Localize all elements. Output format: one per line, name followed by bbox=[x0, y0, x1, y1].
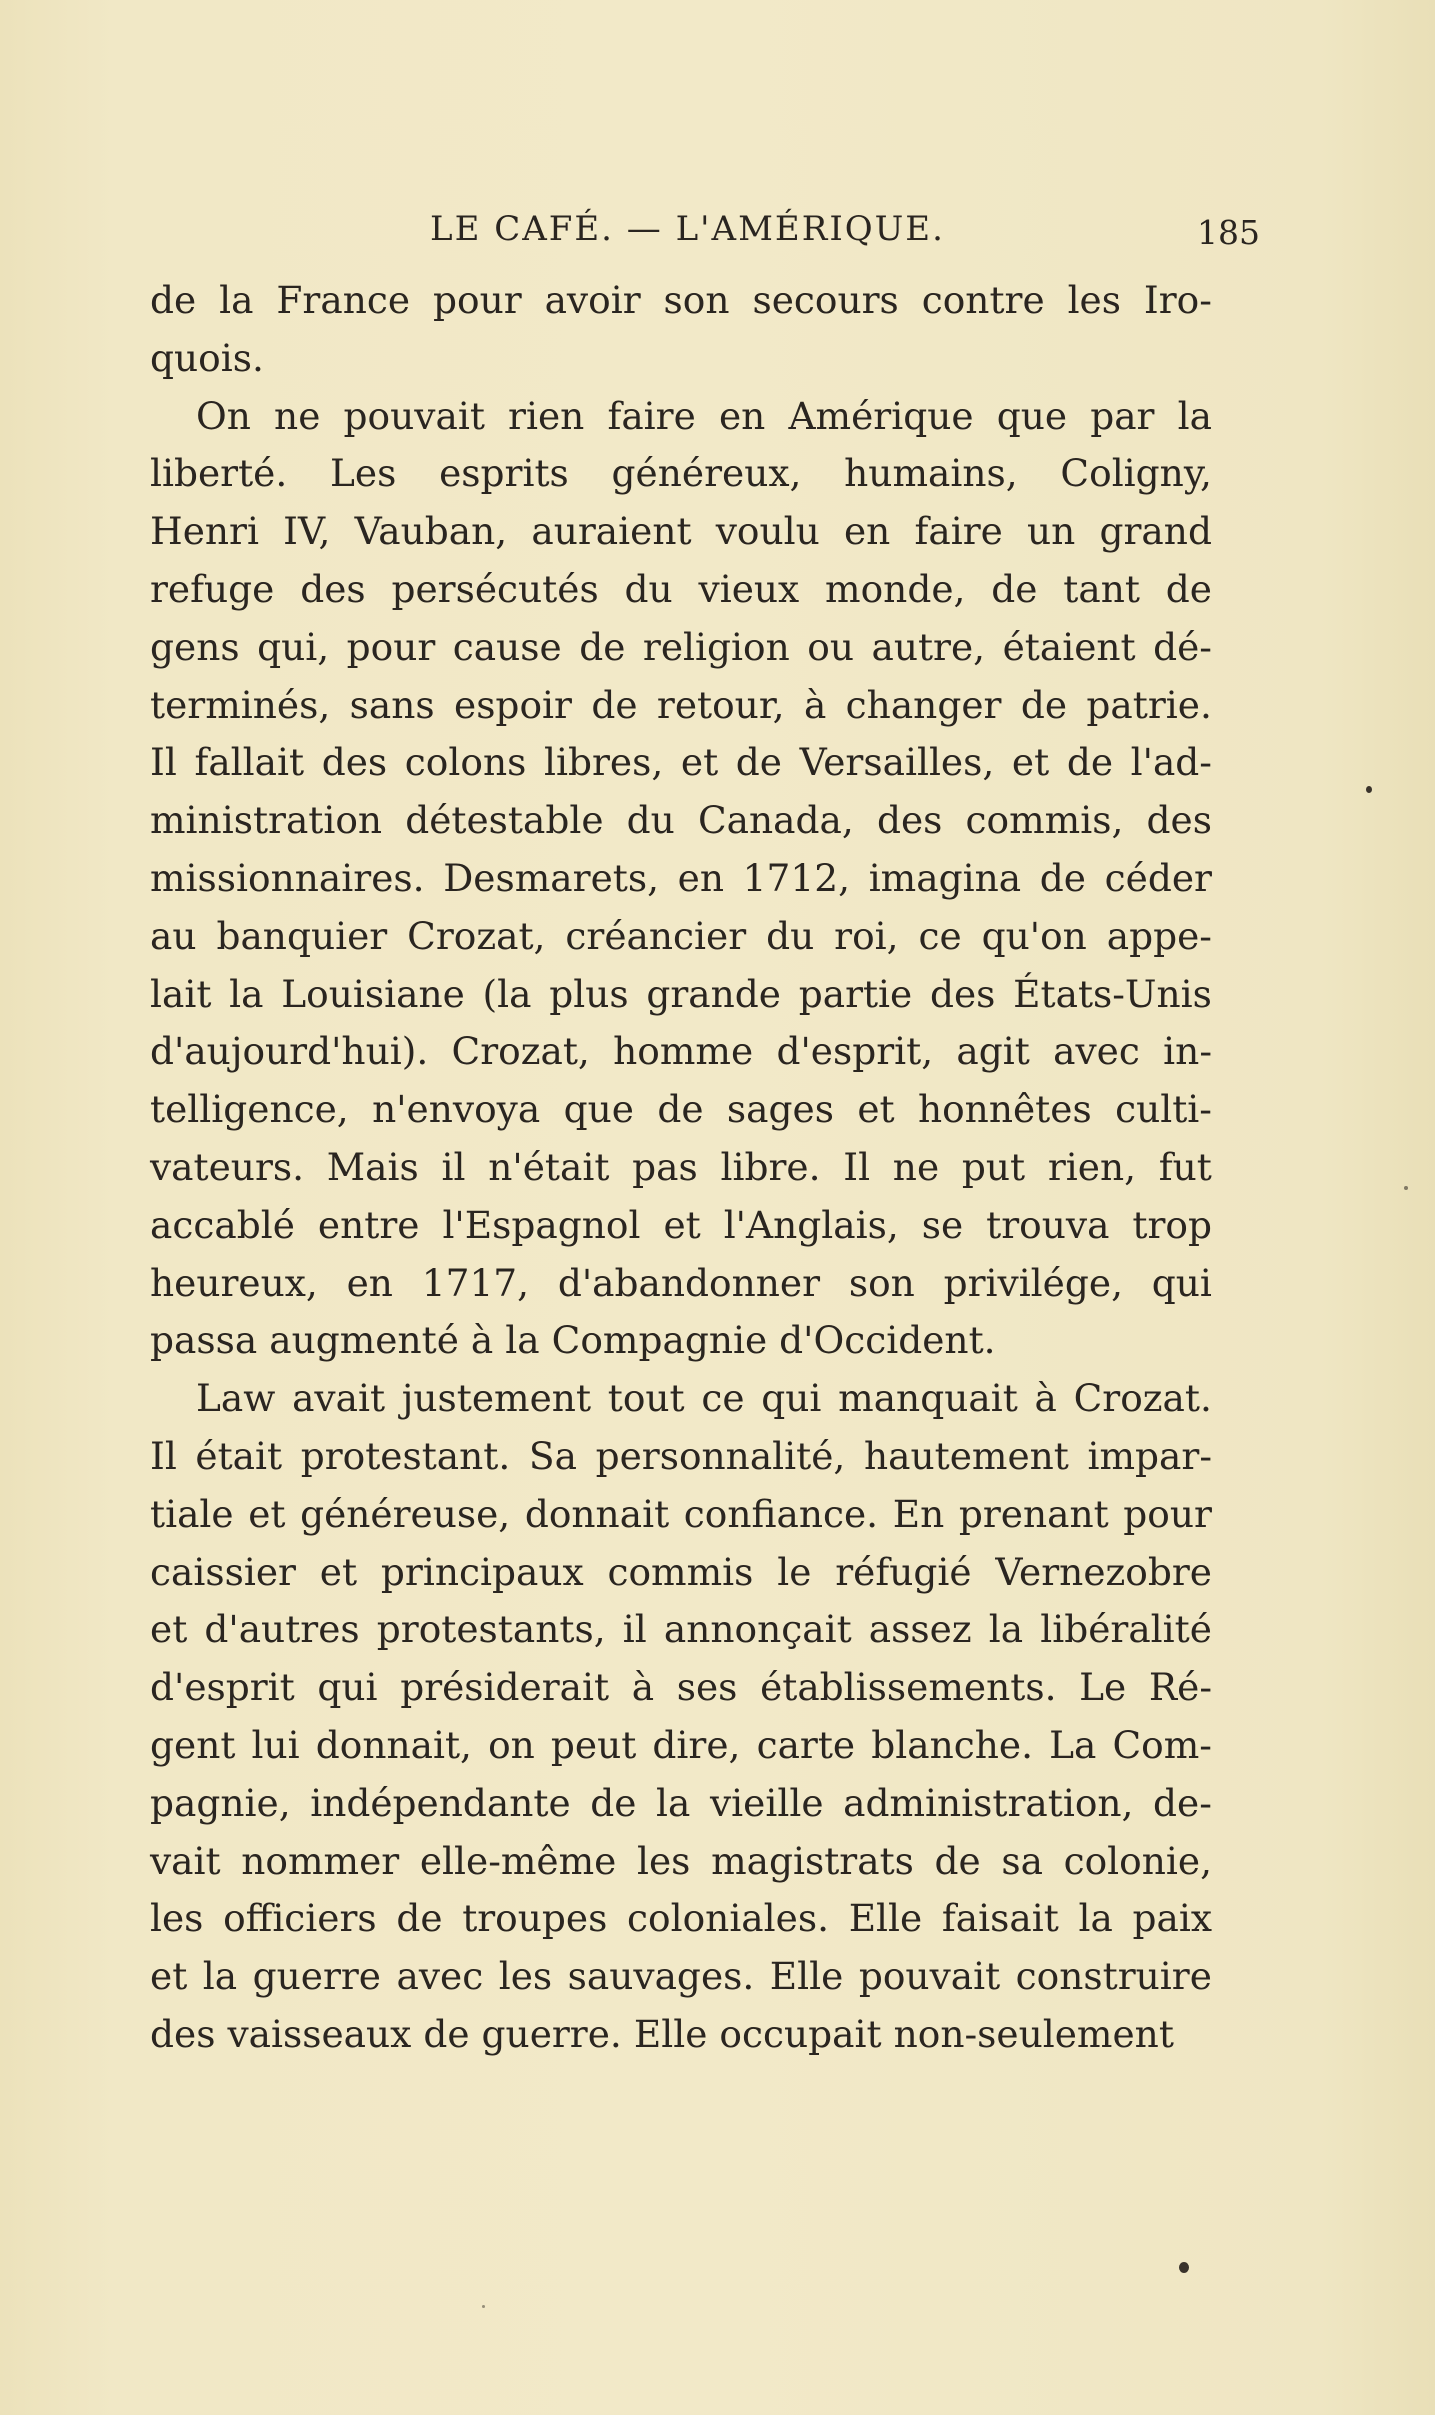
text-line: et la guerre avec les sauvages. Elle pouvait construire bbox=[150, 1954, 1212, 1999]
text-line: liberté. Les esprits généreux, humains, Coligny, bbox=[150, 451, 1212, 496]
text-line: vait nommer elle-même les magistrats de sa colonie, bbox=[150, 1838, 1212, 1883]
text-line: Henri IV, Vauban, auraient voulu en faire un grand bbox=[150, 509, 1212, 554]
text-line: et d'autres protestants, il annonçait assez la libéralité bbox=[150, 1607, 1212, 1652]
text-line: lait la Louisiane (la plus grande partie des États-Unis bbox=[150, 971, 1212, 1016]
text-line: quois. bbox=[150, 335, 264, 380]
text-line: accablé entre l'Espagnol et l'Anglais, se trouva trop bbox=[150, 1202, 1212, 1247]
text-line: d'aujourd'hui). Crozat, homme d'esprit, agit avec in- bbox=[150, 1029, 1212, 1074]
running-head bbox=[150, 206, 1260, 252]
text-line: missionnaires. Desmarets, en 1712, imagina de céder bbox=[150, 855, 1212, 900]
text-line: des vaisseaux de guerre. Elle occupait non-seulement bbox=[150, 2011, 1174, 2056]
text-line: ministration détestable du Canada, des commis, des bbox=[150, 798, 1212, 843]
text-line: d'esprit qui présiderait à ses établissements. Le Ré- bbox=[150, 1665, 1212, 1710]
text-line: terminés, sans espoir de retour, à changer de patrie. bbox=[150, 682, 1212, 727]
page-number: 185 bbox=[1197, 213, 1260, 252]
text-line: de la France pour avoir son secours contre les Iro- bbox=[150, 278, 1212, 322]
text-line: On ne pouvait rien faire en Amérique que par la bbox=[196, 393, 1212, 438]
text-line: Il était protestant. Sa personnalité, hautement impar- bbox=[150, 1433, 1212, 1478]
text-line: vateurs. Mais il n'était pas libre. Il ne put rien, fut bbox=[150, 1144, 1212, 1189]
text-line: caissier et principaux commis le réfugié Vernezobre bbox=[150, 1549, 1212, 1594]
text-line: tiale et généreuse, donnait confiance. En prenant pour bbox=[150, 1491, 1212, 1536]
text-line: pagnie, indépendante de la vieille administration, de- bbox=[150, 1780, 1212, 1825]
text-line: refuge des persécutés du vieux monde, de tant de bbox=[150, 566, 1212, 611]
text-line: gens qui, pour cause de religion ou autre, étaient dé- bbox=[150, 624, 1212, 669]
body-text bbox=[150, 272, 1212, 2064]
paper-speck bbox=[1404, 1186, 1408, 1190]
text-line: gent lui donnait, on peut dire, carte blanche. La Com- bbox=[150, 1722, 1212, 1767]
text-line: heureux, en 1717, d'abandonner son privilége, qui bbox=[150, 1260, 1212, 1305]
text-line: Il fallait des colons libres, et de Versailles, et de l'ad- bbox=[150, 740, 1212, 785]
paper-speck bbox=[1366, 786, 1372, 793]
text-line: passa augmenté à la Compagnie d'Occident. bbox=[150, 1318, 996, 1363]
running-title: LE CAFÉ. — L'AMÉRIQUE. bbox=[430, 209, 945, 249]
text-line: Law avait justement tout ce qui manquait à Crozat. bbox=[196, 1376, 1212, 1421]
text-line: au banquier Crozat, créancier du roi, ce qu'on appe- bbox=[150, 913, 1212, 958]
text-line: les officiers de troupes coloniales. Elle faisait la paix bbox=[150, 1896, 1212, 1941]
paper-speck bbox=[1179, 2262, 1189, 2273]
text-line: telligence, n'envoya que de sages et honnêtes culti- bbox=[150, 1087, 1212, 1132]
paper-speck bbox=[482, 2305, 485, 2308]
